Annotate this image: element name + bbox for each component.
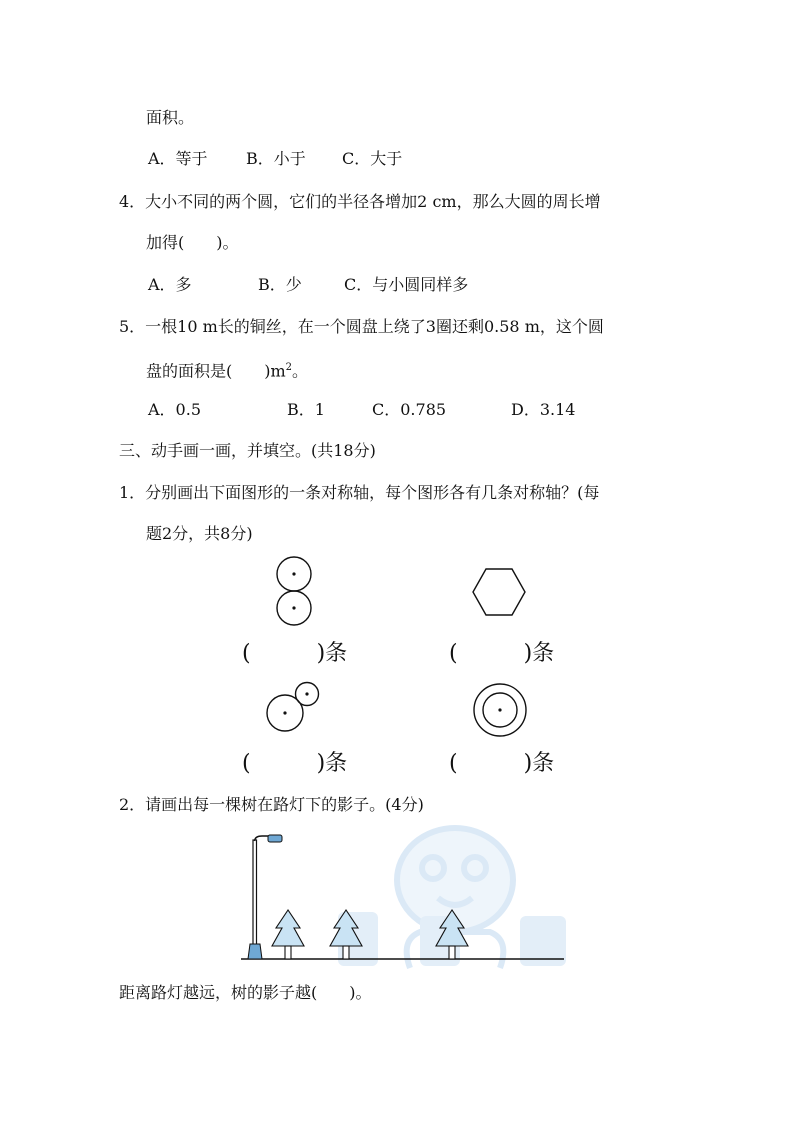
q4-option-b: B．少 [258, 275, 302, 294]
tree-icon [272, 910, 304, 959]
q5-option-c: C．0.785 [372, 400, 447, 419]
answer-blank-1[interactable]: ( )条 [242, 641, 348, 666]
s3-q2-text: 2．请画出每一棵树在路灯下的影子。(4分) [119, 795, 424, 814]
s3-q1-line1: 1．分别画出下面图形的一条对称轴，每个图形各有几条对称轴？(每 [119, 483, 600, 502]
q5-option-a: A．0.5 [148, 400, 202, 419]
two-tangent-circles-figure [262, 680, 326, 736]
street-lamp-trees-figure [236, 832, 568, 966]
s3-q1-line2: 题2分，共8分) [146, 524, 253, 543]
tree-icon [436, 910, 468, 959]
q4-option-c: C．与小圆同样多 [344, 275, 469, 294]
answer-blank-4[interactable]: ( )条 [449, 751, 555, 776]
q5-line2 [146, 358, 308, 381]
tree-icon [330, 910, 362, 959]
section3-heading: 三、动手画一画，并填空。(共18分) [119, 441, 376, 460]
answer-blank-2[interactable]: ( )条 [449, 641, 555, 666]
q4-option-a: A．多 [148, 275, 192, 294]
q5-line2-end: 。 [292, 361, 309, 381]
q5-line1: 5．一根10 m长的铜丝，在一个圆盘上绕了3圈还剩0.58 m，这个圆 [119, 317, 604, 336]
q4-line1: 4．大小不同的两个圆，它们的半径各增加2 cm，那么大圆的周长增 [119, 192, 601, 211]
q5-option-d: D．3.14 [511, 400, 576, 419]
q5-line2-text: 盘的面积是( )m [146, 361, 286, 381]
q3-continuation: 面积。 [146, 108, 195, 127]
hexagon-figure [468, 564, 532, 620]
concentric-circles-figure [470, 680, 530, 740]
answer-blank-3[interactable]: ( )条 [242, 751, 348, 776]
two-stacked-circles-figure [270, 554, 320, 630]
q4-line2: 加得( )。 [146, 233, 239, 252]
s3-q2-answer-line: 距离路灯越远，树的影子越( )。 [119, 983, 372, 1002]
q3-option-c: C．大于 [342, 149, 403, 168]
q3-option-a: A．等于 [148, 149, 208, 168]
q5-option-b: B．1 [287, 400, 325, 419]
q3-option-b: B．小于 [246, 149, 306, 168]
q5-superscript: 2 [285, 362, 293, 373]
